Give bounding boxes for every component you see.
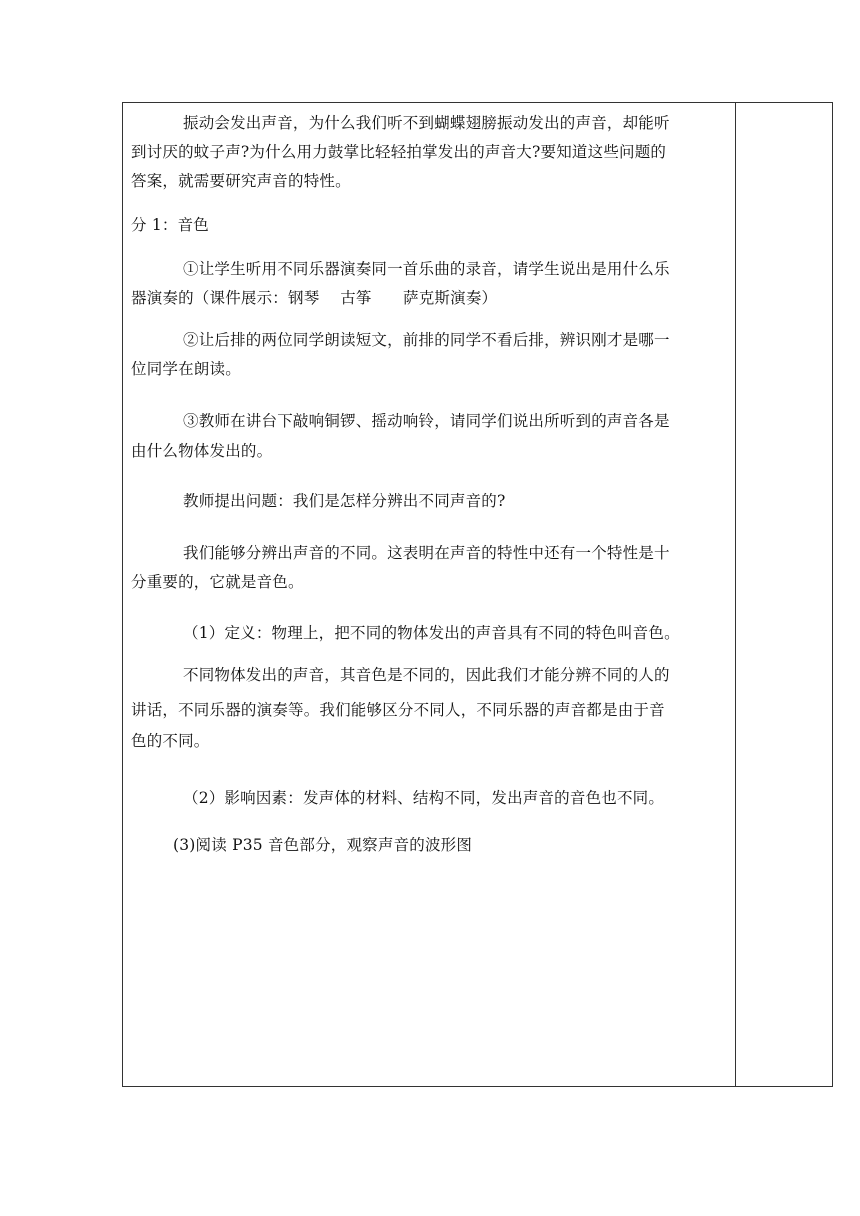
factor-line: （2）影响因素：发声体的材料、结构不同，发出声音的音色也不同。	[183, 789, 665, 807]
text-line: 器演奏的（课件展示：钢琴 古筝 萨克斯演奏）	[131, 289, 498, 307]
definition-line: （1）定义：物理上，把不同的物体发出的声音具有不同的特色叫音色。	[183, 624, 680, 642]
lesson-table	[122, 102, 833, 1087]
text-line: ③教师在讲台下敲响铜锣、摇动响铃，请同学们说出所听到的声音各是	[183, 412, 670, 430]
text-line: 色的不同。	[131, 732, 210, 750]
text-line: 分重要的，它就是音色。	[131, 573, 304, 591]
text-line: 不同物体发出的声音，其音色是不同的，因此我们才能分辨不同的人的	[183, 666, 670, 684]
text-line: 振动会发出声音，为什么我们听不到蝴蝶翅膀振动发出的声音，却能听	[183, 114, 670, 132]
text-line: ①让学生听用不同乐器演奏同一首乐曲的录音，请学生说出是用什么乐	[183, 260, 670, 278]
text-line: 教师提出问题：我们是怎样分辨出不同声音的?	[183, 492, 506, 510]
reading-task-line: (3)阅读 P35 音色部分，观察声音的波形图	[173, 836, 473, 854]
text-line: 到讨厌的蚊子声?为什么用力鼓掌比轻轻拍掌发出的声音大?要知道这些问题的	[131, 143, 667, 161]
text-line: 位同学在朗读。	[131, 360, 241, 378]
section-heading: 分 1：音色	[131, 216, 209, 234]
text-line: 讲话，不同乐器的演奏等。我们能够区分不同人，不同乐器的声音都是由于音	[131, 701, 665, 719]
text-line: 由什么物体发出的。	[131, 442, 273, 460]
text-line: ②让后排的两位同学朗读短文，前排的同学不看后排，辨识刚才是哪一	[183, 331, 670, 349]
text-line: 我们能够分辨出声音的不同。这表明在声音的特性中还有一个特性是十	[183, 544, 670, 562]
notes-cell	[736, 103, 832, 1086]
text-line: 答案，就需要研究声音的特性。	[131, 172, 351, 190]
